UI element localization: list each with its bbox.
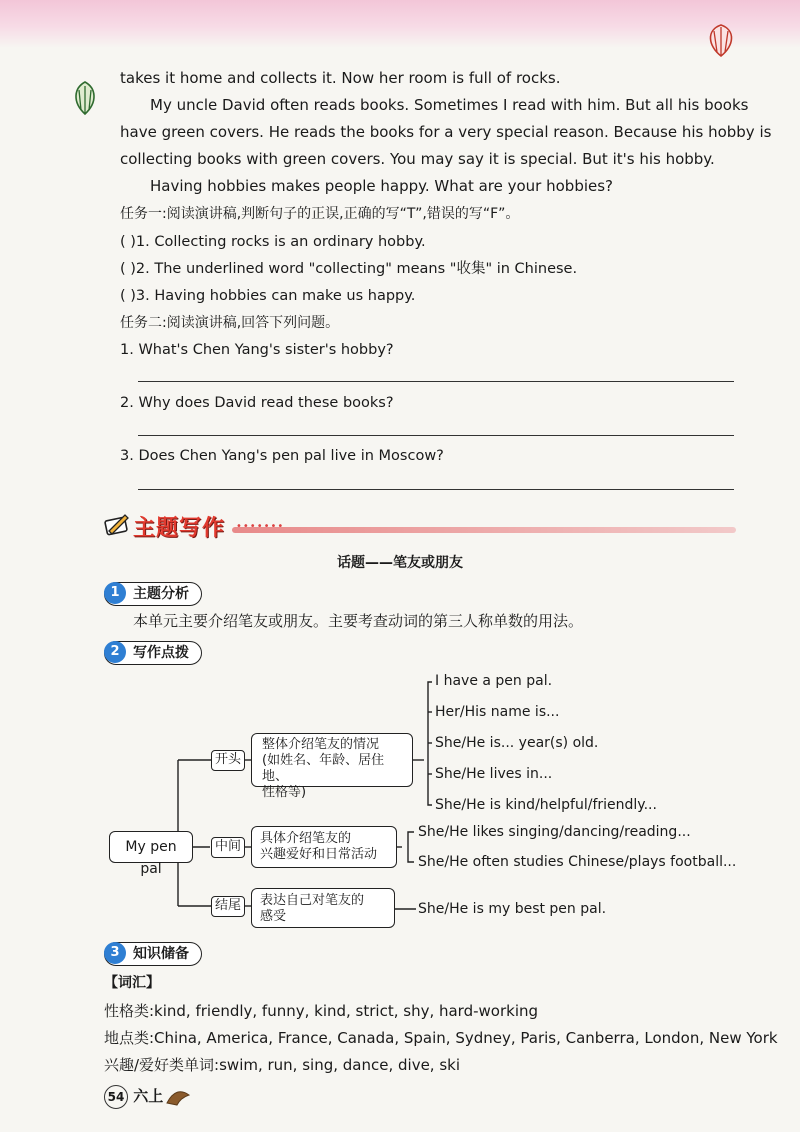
task1-instruction: 任务一:阅读演讲稿,判断句子的正误,正确的写“T”,错误的写“F”。 <box>120 206 520 222</box>
analysis-text: 本单元主要介绍笔友或朋友。主要考查动词的第三人称单数的用法。 <box>133 612 584 630</box>
topic-title: 话题——笔友或朋友 <box>337 555 463 571</box>
opening-leaf: She/He is kind/helpful/friendly... <box>435 797 657 813</box>
middle-desc <box>251 826 397 868</box>
knowledge-badge <box>104 942 202 966</box>
middle-tag: 中间 <box>211 837 245 858</box>
opening-tag: 开头 <box>211 750 245 771</box>
middle-leaf: She/He often studies Chinese/plays football... <box>418 854 737 870</box>
section-dots: ••••••• <box>236 521 285 532</box>
task2-question: 2. Why does David read these books? <box>120 395 394 411</box>
badge-label: 写作点拨 <box>133 645 189 661</box>
badge-number: 1 <box>104 582 126 604</box>
desc-line: 性格等) <box>262 785 307 800</box>
desc-line: 整体介绍笔友的情况 <box>262 737 380 752</box>
desc-line: 表达自己对笔友的 <box>260 893 365 908</box>
middle-leaf: She/He likes singing/dancing/reading... <box>418 824 691 840</box>
ending-desc <box>251 888 395 928</box>
passage-line: takes it home and collects it. Now her room is full of rocks. <box>120 69 561 87</box>
opening-leaf: She/He lives in... <box>435 766 553 782</box>
badge-label: 知识储备 <box>133 946 189 962</box>
desc-line: 兴趣爱好和日常活动 <box>260 847 378 862</box>
task1-item: ( )3. Having hobbies can make us happy. <box>120 288 416 304</box>
opening-leaf: I have a pen pal. <box>435 673 553 689</box>
badge-number: 3 <box>104 942 126 964</box>
desc-line: 感受 <box>260 909 287 924</box>
opening-leaf: Her/His name is... <box>435 704 560 720</box>
vocab-line: 地点类:China, America, France, Canada, Spain, Sydney, Paris, Canberra, London, New York <box>104 1029 778 1047</box>
task1-item: ( )2. The underlined word "collecting" means "收集" in Chinese. <box>120 261 578 277</box>
opening-desc <box>251 733 413 800</box>
vocab-line: 兴趣/爱好类单词:swim, run, sing, dance, dive, ski <box>104 1056 461 1074</box>
task1-item: ( )1. Collecting rocks is an ordinary hobby. <box>120 234 426 250</box>
task2-question: 3. Does Chen Yang's pen pal live in Moscow? <box>120 448 444 464</box>
passage-line: collecting books with green covers. You may say it is special. But it's his hobby. <box>120 150 715 168</box>
page-number: 54 <box>104 1085 128 1109</box>
mindmap-root: My pen pal <box>109 831 193 863</box>
badge-label: 主题分析 <box>133 586 189 602</box>
desc-line: 具体介绍笔友的 <box>260 831 352 846</box>
vocab-line: 性格类:kind, friendly, funny, kind, strict, shy, hard-working <box>104 1002 539 1020</box>
task2-question: 1. What's Chen Yang's sister's hobby? <box>120 342 394 358</box>
grade-label: 六上 <box>133 1087 164 1105</box>
badge-number: 2 <box>104 641 126 663</box>
bird-icon <box>165 1085 193 1107</box>
section-title: 主题写作 <box>133 516 226 541</box>
vocab-heading: 【词汇】 <box>104 975 160 991</box>
opening-leaf: She/He is... year(s) old. <box>435 735 599 751</box>
ending-leaf: She/He is my best pen pal. <box>418 901 607 917</box>
passage-line: Having hobbies makes people happy. What are your hobbies? <box>150 177 614 195</box>
passage-line: My uncle David often reads books. Sometimes I read with him. But all his books <box>150 96 749 114</box>
ending-tag: 结尾 <box>211 896 245 917</box>
passage-line: have green covers. He reads the books for a very special reason. Because his hobby is <box>120 123 772 141</box>
desc-line: (如姓名、年龄、居住地、 <box>262 753 385 784</box>
task2-instruction: 任务二:阅读演讲稿,回答下列问题。 <box>120 315 340 331</box>
page-footer <box>104 1085 163 1109</box>
